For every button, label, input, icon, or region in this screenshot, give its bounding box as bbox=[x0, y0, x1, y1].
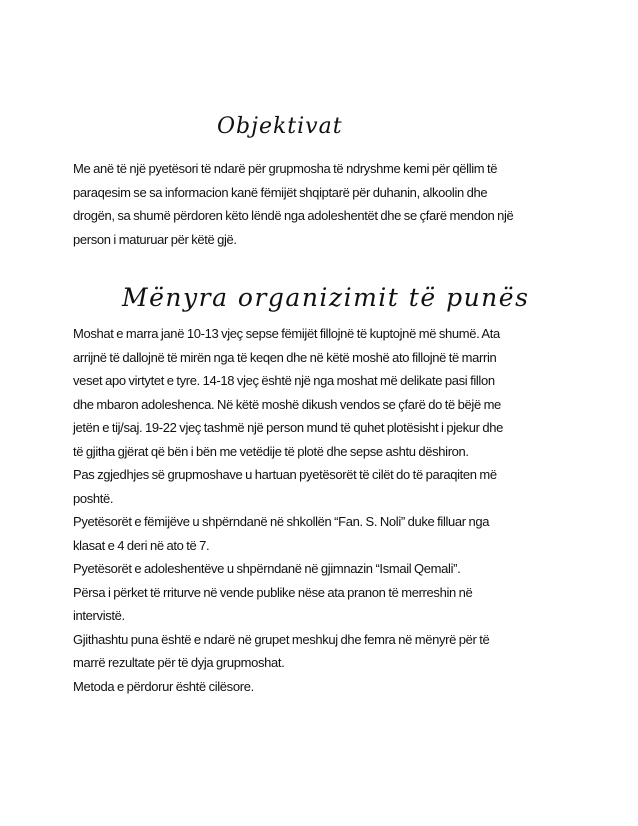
organization-paragraph bbox=[73, 322, 573, 698]
text-line: Me anë të një pyetësori të ndarë për grupmosha të ndryshme kemi për qëllim të bbox=[73, 161, 498, 176]
text-line: Moshat e marra janë 10-13 vjeç sepse fëmijët fillojnë të kuptojnë më shumë. Ata bbox=[73, 326, 500, 341]
text-line: të gjitha gjërat që bën i bën me vetëdije të plotë dhe sepse ashtu dëshiron. bbox=[73, 443, 469, 459]
text-line: poshtë. bbox=[73, 490, 114, 506]
text-line: Gjithashtu puna është e ndarë në grupet meshkuj dhe femra në mënyrë për të bbox=[73, 631, 490, 647]
text-line: marrë rezultate për të dyja grupmoshat. bbox=[73, 655, 285, 670]
text-line: person i maturuar për këtë gjë. bbox=[73, 231, 237, 247]
text-line: Pas zgjedhjes së grupmoshave u hartuan pyetësorët të cilët do të paraqiten më bbox=[73, 467, 497, 482]
text-line: Pyetësorët e adoleshentëve u shpërndanë në gjimnazin “Ismail Qemali”. bbox=[73, 561, 461, 576]
section-heading-objektivat: Objektivat bbox=[217, 114, 343, 139]
text-line: veset apo virtytet e tyre. 14-18 vjeç është një nga moshat më delikate pasi fillon bbox=[73, 373, 495, 388]
text-line: arrijnë të dallojnë të mirën nga të keqen dhe në këtë moshë ato fillojnë të marrin bbox=[73, 349, 497, 365]
text-line: dhe mbaron adoleshenca. Në këtë moshë dikush vendos se çfarë do të bëjë me bbox=[73, 396, 501, 412]
text-line: klasat e 4 deri në ato të 7. bbox=[73, 537, 210, 553]
section-heading-organization: Mënyra organizimit të punës bbox=[122, 283, 530, 312]
text-line: Metoda e përdorur është cilësore. bbox=[73, 678, 254, 694]
text-line: Përsa i përket të rriturve në vende publike nëse ata pranon të merreshin në bbox=[73, 584, 473, 600]
text-line: paraqesim se sa informacion kanë fëmijët shqiptarë për duhanin, alkoolin dhe bbox=[73, 184, 488, 200]
text-line: intervistë. bbox=[73, 608, 125, 623]
text-line: jetën e tij/saj. 19-22 vjeç tashmë një person mund të quhet plotësisht i pjekur dhe bbox=[73, 420, 504, 435]
objectives-paragraph bbox=[73, 157, 573, 251]
text-line: drogën, sa shumë përdoren këto lëndë nga adoleshentët dhe se çfarë mendon një bbox=[73, 208, 514, 223]
text-line: Pyetësorët e fëmijëve u shpërndanë në shkollën “Fan. S. Noli” duke filluar nga bbox=[73, 514, 490, 529]
